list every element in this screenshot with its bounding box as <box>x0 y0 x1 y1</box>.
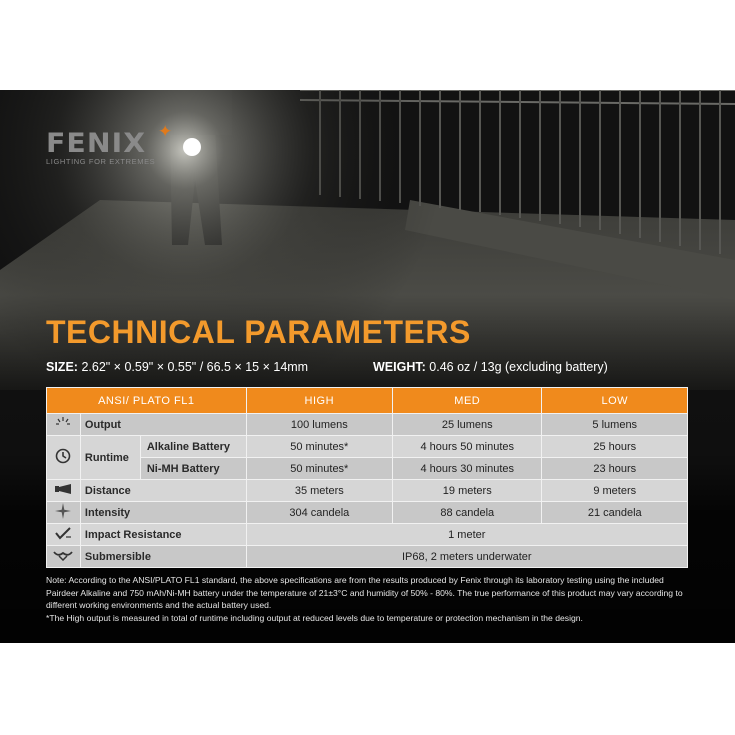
distance-med: 19 meters <box>393 480 542 502</box>
impact-value: 1 meter <box>246 524 687 546</box>
alkaline-med: 4 hours 50 minutes <box>393 436 542 458</box>
table-row-output <box>47 414 688 436</box>
size-value: 2.62" × 0.59" × 0.55" / 66.5 × 15 × 14mm <box>81 360 309 374</box>
sparkle-icon <box>47 502 81 524</box>
star-icon: ✦ <box>158 122 173 141</box>
spec-table <box>46 387 688 568</box>
table-header-row <box>47 388 688 414</box>
beam-icon <box>47 480 81 502</box>
alkaline-low: 25 hours <box>542 436 688 458</box>
submersible-value: IP68, 2 meters underwater <box>246 546 687 568</box>
nimh-low: 23 hours <box>542 458 688 480</box>
header-high: HIGH <box>246 388 392 414</box>
weight-value: 0.46 oz / 13g (excluding battery) <box>429 360 608 374</box>
nimh-high: 50 minutes* <box>246 458 392 480</box>
header-low: LOW <box>542 388 688 414</box>
impact-label: Impact Resistance <box>80 524 246 546</box>
table-row-impact <box>47 524 688 546</box>
logo-wordmark: FENIX <box>46 128 147 159</box>
note-ansi: Note: According to the ANSI/PLATO FL1 standard, the above specifications are from the results produced by Fenix through its laboratory testing using the included Pairdeer Alkaline and 750 mAh/Ni-MH battery under the temperature of 21±3°C and humidity of 50% - 80%. The true performance of this product may vary according to different working environments and the actual battery used. <box>46 575 683 610</box>
water-icon <box>47 546 81 568</box>
output-label: Output <box>80 414 246 436</box>
distance-low: 9 meters <box>542 480 688 502</box>
page-title: TECHNICAL PARAMETERS <box>46 314 471 350</box>
footnotes <box>46 574 696 624</box>
intensity-high: 304 candela <box>246 502 392 524</box>
note-high-output: *The High output is measured in total of runtime including output at reduced levels due to temperature or protection mechanism in the design. <box>46 612 583 623</box>
table-row-runtime-nimh <box>47 458 688 480</box>
table-row-runtime-alkaline <box>47 436 688 458</box>
weight-label: WEIGHT: <box>373 360 426 374</box>
intensity-low: 21 candela <box>542 502 688 524</box>
logo-tagline: LIGHTING FOR EXTREMES <box>46 157 156 166</box>
runtime-label: Runtime <box>80 436 140 480</box>
table-row-submersible <box>47 546 688 568</box>
weight-spec <box>373 360 608 374</box>
table-row-intensity <box>47 502 688 524</box>
distance-high: 35 meters <box>246 480 392 502</box>
submersible-label: Submersible <box>80 546 246 568</box>
alkaline-high: 50 minutes* <box>246 436 392 458</box>
nimh-med: 4 hours 30 minutes <box>393 458 542 480</box>
table-row-distance <box>47 480 688 502</box>
nimh-label: Ni-MH Battery <box>140 458 246 480</box>
intensity-med: 88 candela <box>393 502 542 524</box>
intensity-label: Intensity <box>80 502 246 524</box>
header-med: MED <box>393 388 542 414</box>
output-med: 25 lumens <box>393 414 542 436</box>
impact-icon <box>47 524 81 546</box>
output-high: 100 lumens <box>246 414 392 436</box>
size-label: SIZE: <box>46 360 78 374</box>
fenix-logo <box>46 122 173 166</box>
size-spec <box>46 360 308 374</box>
output-low: 5 lumens <box>542 414 688 436</box>
alkaline-label: Alkaline Battery <box>140 436 246 458</box>
distance-label: Distance <box>80 480 246 502</box>
clock-icon <box>47 436 81 480</box>
burst-icon <box>47 414 81 436</box>
header-standard: ANSI/ PLATO FL1 <box>47 388 247 414</box>
